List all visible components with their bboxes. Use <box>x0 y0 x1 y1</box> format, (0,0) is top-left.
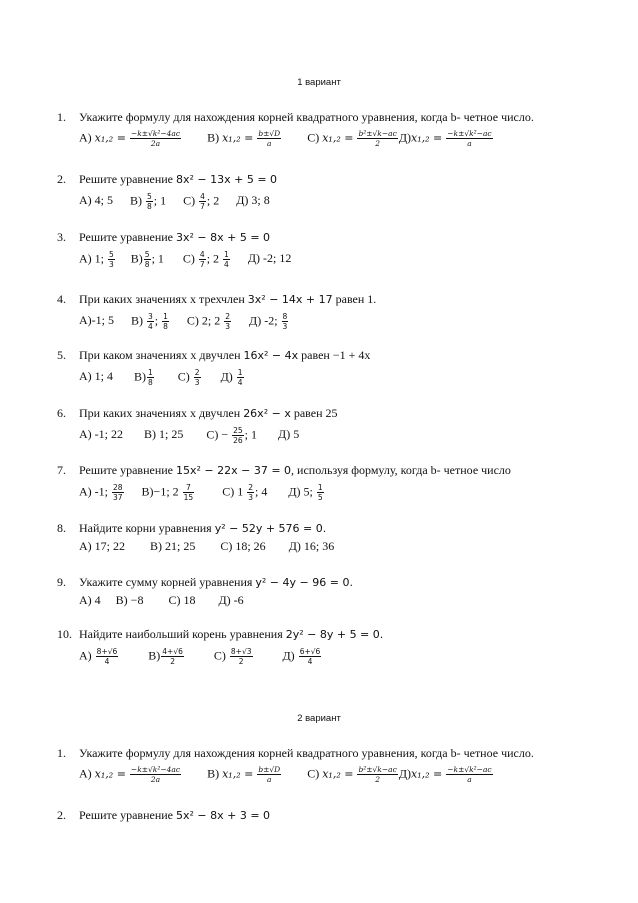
formula-options <box>79 765 494 784</box>
question-number: 1. <box>57 746 66 760</box>
answer-a: А) 17; 22 <box>79 539 125 553</box>
option-b: В) 𝑥₁,₂ = $\frac{\text{𝑏±√𝐷}}{\text{𝑎}}$ <box>207 765 281 784</box>
option-a: А) 𝑥₁,₂ = $\frac{\text{−𝑘±√𝑘²−4𝑎𝑐}}{\text{2𝑎}}$ <box>79 765 181 784</box>
question-number: 4. <box>57 292 66 306</box>
answer-a: А) -1; 22 <box>79 427 123 442</box>
answer-a: А) -1; $\frac{28}{37}$ <box>79 483 123 502</box>
answer-c: С) 1 $\frac{2}{3}$ ; 4 <box>222 483 268 502</box>
variant-2-title: 2 вариант <box>297 713 341 724</box>
answer-a: А) 1; $\frac{5}{3}$ <box>79 250 114 269</box>
answer-d: Д) 3; 8 <box>236 193 270 208</box>
answer-options <box>79 368 259 387</box>
answer-b: В) $\frac{1}{8}$ <box>134 368 153 387</box>
question-number: 5. <box>57 348 66 362</box>
answer-options <box>79 426 313 445</box>
answer-options <box>79 593 258 608</box>
question-text: Решите уравнение 5x² − 8x + 3 = 0 <box>79 808 271 822</box>
answer-a: А) 1; 4 <box>79 369 113 384</box>
answer-c: С) − $\frac{25}{26}$ ; 1 <box>206 426 258 445</box>
answer-c: С) 2; 2 $\frac{2}{3}$ <box>186 312 231 331</box>
answer-a: А) 4 <box>79 593 101 607</box>
question-text: Укажите формулу для нахождения корней квадратного уравнения, когда b- четное число. <box>79 110 534 124</box>
question-number: 2. <box>57 172 66 186</box>
answer-a: А) $\frac{8+√6}{4}$ <box>79 647 118 666</box>
answer-a: А) 4; 5 <box>79 193 113 208</box>
answer-b: В) 1; 25 <box>144 427 184 442</box>
answer-options <box>79 250 305 269</box>
answer-b: В) $\frac{5}{8}$ ; 1 <box>130 192 167 211</box>
answer-options <box>79 192 284 211</box>
question-text: Решите уравнение 3x² − 8x + 5 = 0 <box>79 230 271 244</box>
question-text: Найдите наибольший корень уравнения 2y² − 8y + 5 = 0. <box>79 627 384 641</box>
answer-c: С) $\frac{8+√3}{2}$ <box>213 647 252 666</box>
answer-c: С) 18 <box>168 593 196 607</box>
answer-d: Д) 5; $\frac{1}{5}$ <box>288 483 323 502</box>
question-text: При каких значениях x двучлен 26x² − x равен 25 <box>79 406 338 420</box>
option-c: С) 𝑥₁,₂ = $\frac{\text{𝑏²±√𝑘−𝑎𝑐}}{2}$ <box>307 129 397 148</box>
option-d: Д)𝑥₁,₂ = $\frac{\text{−𝑘±√𝑘²−𝑎𝑐}}{\text{𝑎}}$ <box>398 765 492 784</box>
question-number: 1. <box>57 110 66 124</box>
answer-d: Д) -6 <box>218 593 244 607</box>
formula-options <box>79 129 494 148</box>
option-c: С) 𝑥₁,₂ = $\frac{\text{𝑏²±√𝑘−𝑎𝑐}}{2}$ <box>307 765 397 784</box>
question-number: 3. <box>57 230 66 244</box>
answer-d: Д) $\frac{6+√6}{4}$ <box>282 647 321 666</box>
answer-b: В) $\frac{3}{4}$ ; $\frac{1}{8}$ <box>131 312 168 331</box>
question-number: 8. <box>57 521 66 535</box>
question-text: Решите уравнение 8x² − 13x + 5 = 0 <box>79 172 278 186</box>
question-text: При каком значениях x двучлен 16x² − 4x равен −1 + 4x <box>79 348 371 362</box>
question-number: 2. <box>57 808 66 822</box>
answer-d: Д) -2; $\frac{8}{3}$ <box>249 312 288 331</box>
answer-d: Д) 5 <box>278 427 300 442</box>
answer-d: Д) 16; 36 <box>288 539 335 553</box>
answer-c: С) $\frac{2}{3}$ <box>177 368 200 387</box>
answer-b: В) 21; 25 <box>150 539 196 553</box>
answer-b: В) $\frac{4+√6}{2}$ <box>148 647 183 666</box>
answer-options <box>79 647 336 666</box>
question-number: 9. <box>57 575 66 589</box>
question-number: 7. <box>57 463 66 477</box>
answer-b: В) $\frac{5}{8}$ ; 1 <box>130 250 164 269</box>
answer-b: В) −8 <box>115 593 144 607</box>
question-text: Найдите корни уравнения y² − 52y + 576 = 0. <box>79 521 327 535</box>
question-text: При каких значениях x трехчлен 3x² − 14x + 17 равен 1. <box>79 292 377 306</box>
option-a: А) 𝑥₁,₂ = $\frac{\text{−𝑘±√𝑘²−4𝑎𝑐}}{\text{2𝑎}}$ <box>79 129 181 148</box>
answer-d: Д) -2; 12 <box>247 251 292 266</box>
option-d: Д)𝑥₁,₂ = $\frac{\text{−𝑘±√𝑘²−𝑎𝑐}}{\text{𝑎}}$ <box>398 129 492 148</box>
answer-d: Д) $\frac{1}{4}$ <box>220 368 243 387</box>
answer-a: А)-1; 5 <box>79 313 114 328</box>
question-number: 6. <box>57 406 66 420</box>
answer-c: С) $\frac{4}{7}$ ; 2 $\frac{1}{4}$ <box>182 250 229 269</box>
option-b: В) 𝑥₁,₂ = $\frac{\text{𝑏±√𝐷}}{\text{𝑎}}$ <box>207 129 281 148</box>
question-text: Укажите формулу для нахождения корней квадратного уравнения, когда b- четное число. <box>79 746 534 760</box>
variant-1-title: 1 вариант <box>297 77 341 88</box>
question-number: 10. <box>57 627 72 641</box>
answer-c: С) 18; 26 <box>220 539 266 553</box>
answer-b: В)−1; 2 $\frac{7}{15}$ <box>141 483 194 502</box>
answer-options <box>79 312 303 331</box>
question-text: Укажите сумму корней уравнения y² − 4y − 96 = 0. <box>79 575 353 589</box>
answer-options <box>79 483 339 502</box>
question-text: Решите уравнение 15x² − 22x − 37 = 0, используя формулу, когда b- четное число <box>79 463 511 477</box>
answer-c: С) $\frac{4}{7}$ ; 2 <box>183 192 220 211</box>
answer-options <box>79 539 348 554</box>
